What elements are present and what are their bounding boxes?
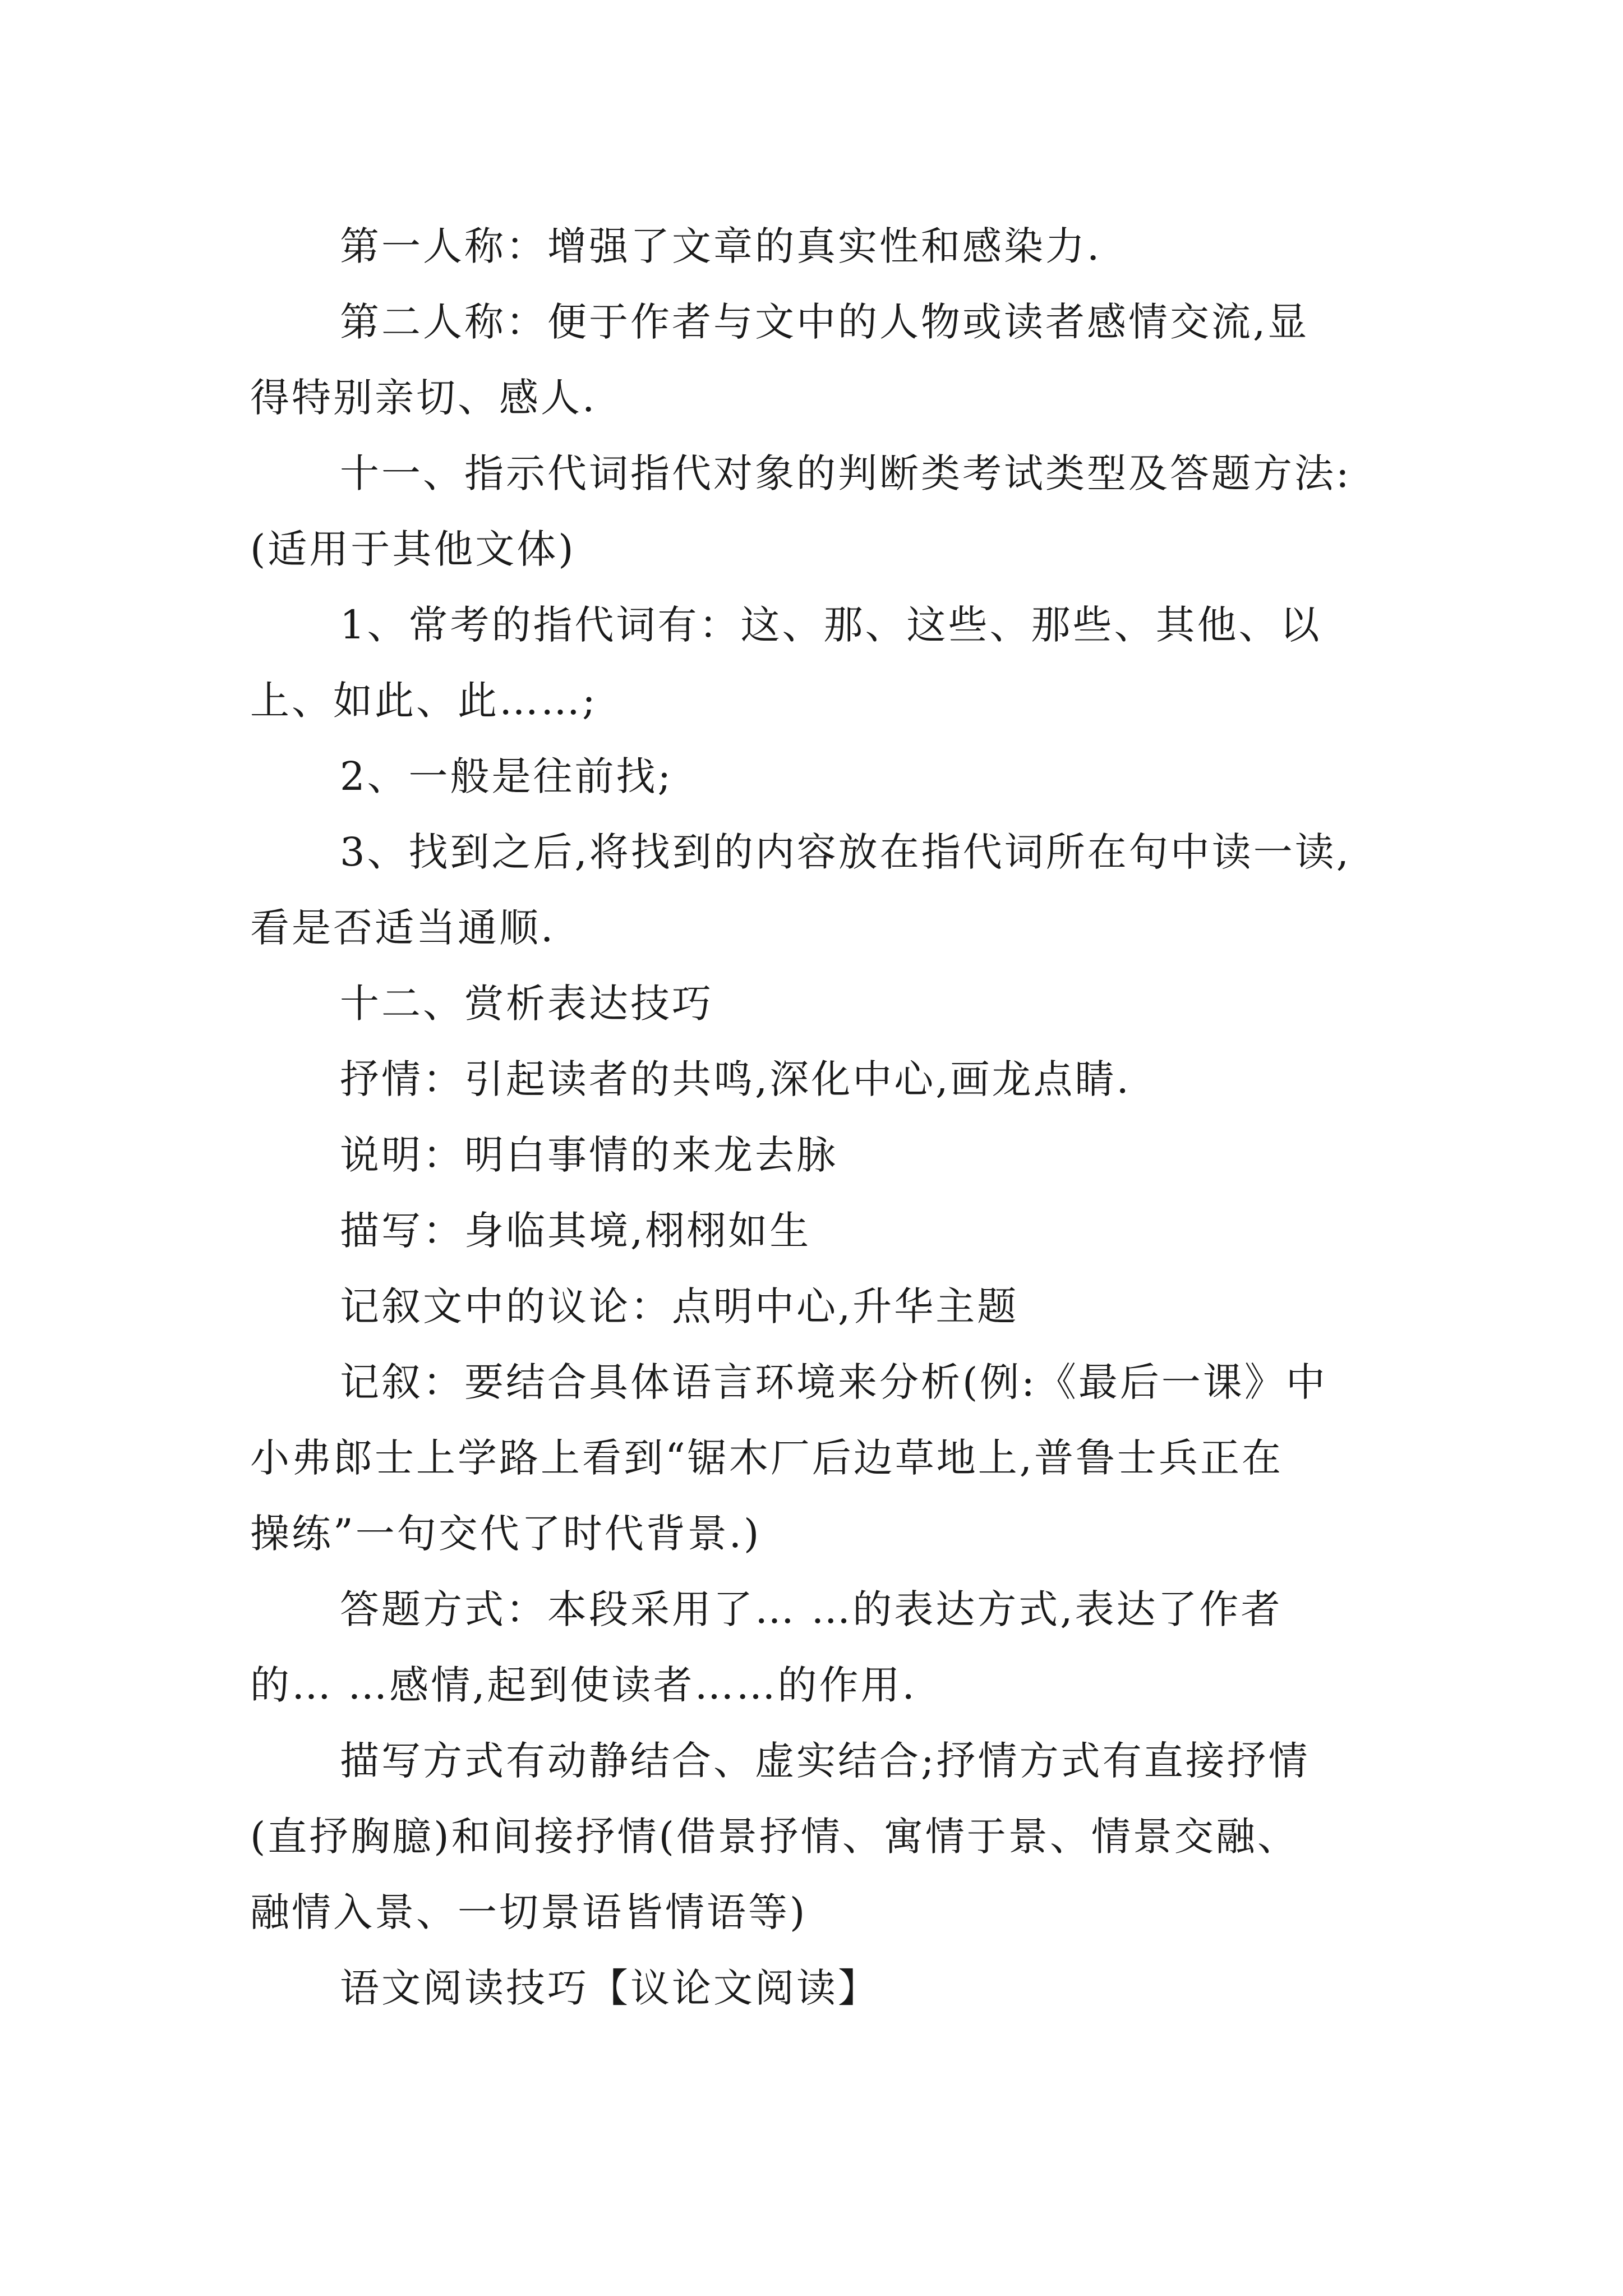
text-line: 十二、赏析表达技巧: [340, 981, 713, 1027]
text-line: 第一人称：增强了文章的真实性和感染力.: [340, 223, 1102, 269]
paragraph-description: [250, 1193, 1389, 1269]
text-line: 记叙：要结合具体语言环境来分析(例:《最后一课》中: [340, 1359, 1327, 1405]
text-line: 语文阅读技巧【议论文阅读】: [340, 1965, 879, 2011]
text-line: 2、一般是往前找;: [340, 753, 674, 799]
text-line: (适用于其他文体): [250, 526, 576, 572]
text-line: 看是否适当通顺.: [250, 905, 556, 951]
text-line: 十一、指示代词指代对象的判断类考试类型及答题方法:: [340, 450, 1352, 496]
list-item-1: [250, 587, 1389, 739]
paragraph-lyric: [250, 1042, 1389, 1117]
text-line: 第二人称：便于作者与文中的人物或读者感情交流,显: [340, 299, 1310, 345]
text-line: 操练”一句交代了时代背景.): [250, 1511, 762, 1557]
list-item-3: [250, 815, 1389, 966]
paragraph-narration: [250, 1345, 1389, 1572]
text-line: 记叙文中的议论：点明中心,升华主题: [340, 1283, 1019, 1329]
text-line: 3、找到之后,将找到的内容放在指代词所在句中读一读,: [340, 829, 1352, 875]
text-line: 得特别亲切、感人.: [250, 375, 597, 421]
text-line: 答题方式：本段采用了… …的表达方式,表达了作者: [340, 1586, 1283, 1632]
section-heading-11: [250, 436, 1389, 587]
text-line: (直抒胸臆)和间接抒情(借景抒情、寓情于景、情景交融、: [250, 1814, 1299, 1860]
text-line: 描写方式有动静结合、虚实结合;抒情方式有直接抒情: [340, 1738, 1310, 1784]
section-heading-argumentative: [250, 1950, 1389, 2026]
text-line: 1、常考的指代词有：这、那、这些、那些、其他、以: [340, 602, 1322, 648]
paragraph-explanation: [250, 1117, 1389, 1193]
text-line: 抒情：引起读者的共鸣,深化中心,画龙点睛.: [340, 1056, 1131, 1102]
text-line: 融情入景、一切景语皆情语等): [250, 1889, 808, 1935]
section-heading-12: [250, 966, 1389, 1042]
text-line: 上、如此、此……;: [250, 678, 598, 724]
paragraph-argument: [250, 1269, 1389, 1345]
paragraph-second-person: [250, 284, 1389, 436]
list-item-2: [250, 739, 1389, 815]
paragraph-answer-format: [250, 1572, 1389, 1723]
paragraph-first-person: [250, 209, 1389, 284]
text-line: 描写：身临其境,栩栩如生: [340, 1208, 811, 1254]
text-line: 小弗郎士上学路上看到“锯木厂后边草地上,普鲁士兵正在: [250, 1435, 1284, 1481]
document-body: [250, 209, 1389, 2026]
text-line: 的… …感情,起到使读者……的作用.: [250, 1662, 917, 1708]
paragraph-methods: [250, 1723, 1389, 1950]
text-line: 说明：明白事情的来龙去脉: [340, 1132, 838, 1178]
